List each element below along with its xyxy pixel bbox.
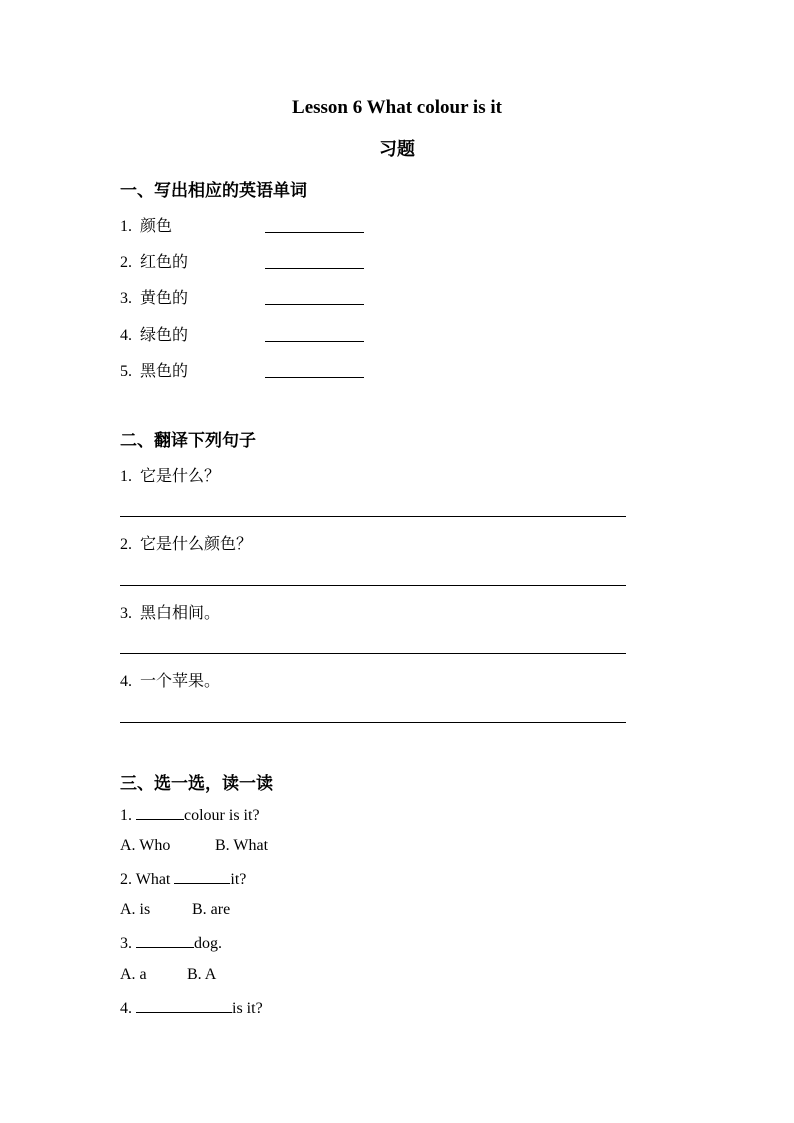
list-item: [120, 463, 220, 486]
question-number: 3.: [120, 935, 132, 952]
list-item: [120, 668, 220, 691]
answer-line[interactable]: [120, 722, 626, 723]
page-subtitle: 习题: [379, 139, 415, 160]
list-item: [120, 285, 188, 308]
answer-blank[interactable]: [174, 869, 230, 884]
item-text: 绿色的: [140, 325, 189, 344]
question-text: colour is it?: [184, 807, 260, 824]
item-number: 3.: [120, 290, 132, 307]
item-number: 2.: [120, 536, 132, 553]
section3-heading: 三、选一选，读一读: [120, 774, 273, 794]
question-text: is it?: [232, 1000, 263, 1017]
item-text: 颜色: [140, 216, 173, 235]
option-b[interactable]: B. are: [192, 901, 231, 918]
answer-blank[interactable]: [265, 377, 364, 378]
answer-blank[interactable]: [265, 268, 364, 269]
option-a[interactable]: A. is: [120, 901, 151, 918]
question: [120, 998, 263, 1018]
answer-line[interactable]: [120, 653, 626, 654]
option-a[interactable]: A. a: [120, 966, 147, 983]
answer-line[interactable]: [120, 516, 626, 517]
question-number: 1.: [120, 807, 132, 824]
question-text: dog.: [194, 935, 222, 952]
section1-heading: 一、写出相应的英语单词: [120, 181, 307, 201]
section2-heading: 二、翻译下列句子: [120, 431, 256, 451]
item-number: 3.: [120, 605, 132, 622]
option-b[interactable]: B. What: [215, 837, 269, 854]
list-item: [120, 249, 188, 272]
list-item: [120, 531, 252, 554]
item-number: 2.: [120, 254, 132, 271]
page-title: Lesson 6 What colour is it: [292, 97, 502, 118]
question: [120, 805, 260, 825]
item-text: 黑色的: [140, 361, 189, 380]
question-text: it?: [230, 871, 247, 888]
item-text: 一个苹果。: [140, 671, 221, 690]
answer-line[interactable]: [120, 585, 626, 586]
answer-blank[interactable]: [265, 232, 364, 233]
list-item: [120, 213, 172, 236]
item-number: 4.: [120, 327, 132, 344]
question: [120, 869, 246, 889]
answer-blank[interactable]: [136, 933, 194, 948]
item-number: 4.: [120, 673, 132, 690]
item-text: 红色的: [140, 252, 189, 271]
option-a[interactable]: A. Who: [120, 837, 171, 854]
item-number: 1.: [120, 218, 132, 235]
question: [120, 933, 222, 953]
answer-blank[interactable]: [265, 341, 364, 342]
item-text: 黑白相间。: [140, 603, 221, 622]
list-item: [120, 600, 220, 623]
answer-blank[interactable]: [136, 805, 184, 820]
answer-blank[interactable]: [265, 304, 364, 305]
item-text: 它是什么？: [140, 466, 221, 485]
question-text-before: What: [135, 871, 171, 888]
answer-blank[interactable]: [136, 998, 232, 1013]
item-number: 5.: [120, 363, 132, 380]
list-item: [120, 322, 188, 345]
list-item: [120, 358, 188, 381]
question-number: 4.: [120, 1000, 132, 1017]
option-b[interactable]: B. A: [187, 966, 217, 983]
item-text: 它是什么颜色？: [140, 534, 253, 553]
item-text: 黄色的: [140, 288, 189, 307]
question-number: 2.: [120, 871, 132, 888]
item-number: 1.: [120, 468, 132, 485]
